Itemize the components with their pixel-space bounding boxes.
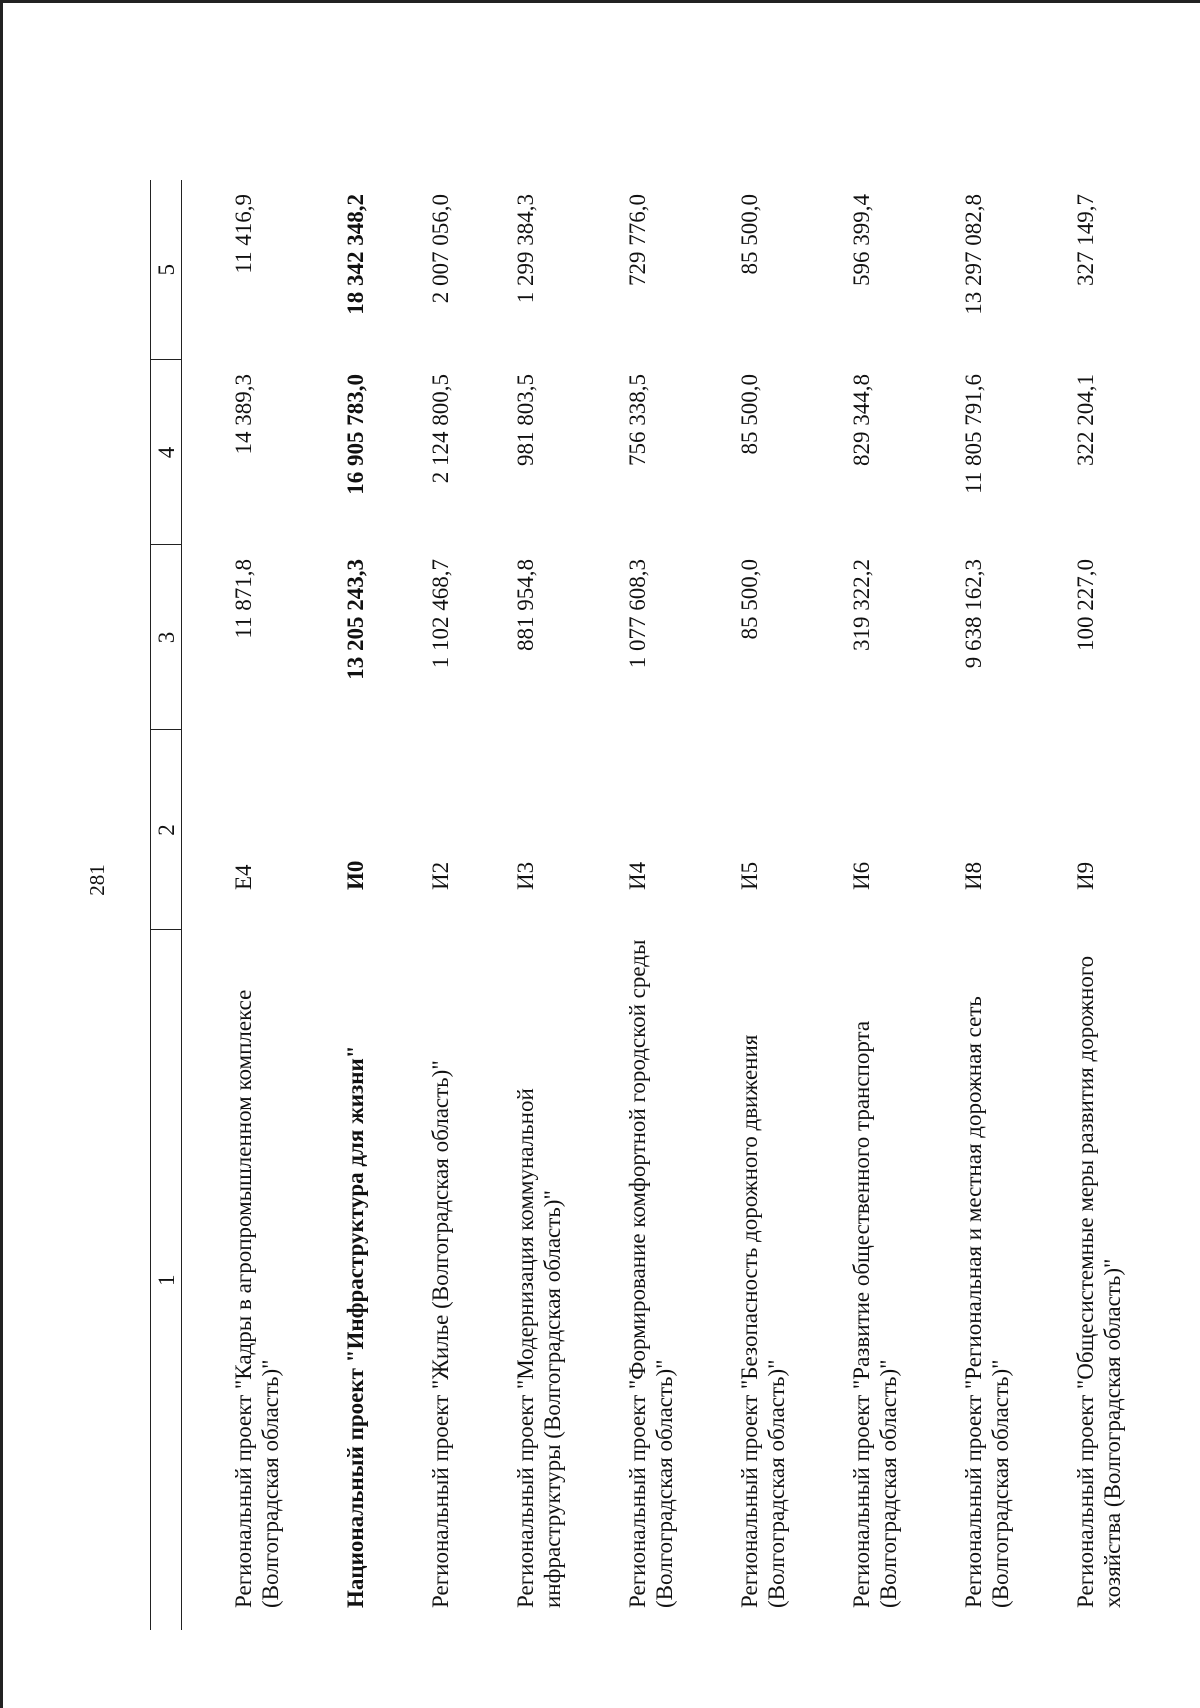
project-name-cell: Региональный проект "Общесистемные меры развития дорожного хозяйства (Волгоградская область)" — [1073, 955, 1125, 1608]
amount-col3-cell: 1 102 468,7 — [428, 559, 453, 669]
amount-col3-cell: 11 871,8 — [231, 559, 256, 639]
table-row — [920, 180, 1032, 1630]
project-name-cell: Региональный проект "Жилье (Волгоградская область)" — [428, 1060, 453, 1608]
table-row — [696, 180, 808, 1630]
amount-col5-cell: 327 149,7 — [1073, 194, 1098, 286]
amount-col4-cell: 14 389,3 — [231, 374, 256, 455]
budget-code-cell: Е4 — [231, 864, 256, 890]
amount-col4-cell: 322 204,1 — [1073, 374, 1098, 466]
amount-col5-cell: 2 007 056,0 — [428, 194, 453, 304]
project-name-cell: Национальный проект "Инфраструктура для жизни" — [343, 1045, 368, 1608]
amount-col3-cell: 13 205 243,3 — [343, 559, 368, 680]
column-header-4: 4 — [151, 360, 182, 545]
amount-col4-cell: 829 344,8 — [849, 374, 874, 466]
amount-col4-cell: 2 124 800,5 — [428, 374, 453, 484]
rotated-page — [75, 100, 1125, 1630]
scan-edge-left — [0, 0, 3, 1708]
table-row — [808, 180, 920, 1630]
scan-edge-top — [0, 0, 1200, 3]
amount-col3-cell: 85 500,0 — [737, 559, 762, 640]
budget-code-cell: И6 — [849, 861, 874, 890]
amount-col4-cell: 85 500,0 — [737, 374, 762, 455]
amount-col3-cell: 1 077 608,3 — [625, 559, 650, 669]
amount-col4-cell: 756 338,5 — [625, 374, 650, 466]
amount-col3-cell: 100 227,0 — [1073, 559, 1098, 651]
amount-col5-cell: 85 500,0 — [737, 194, 762, 275]
table-row — [387, 180, 472, 1630]
project-name-cell: Региональный проект "Развитие общественного транспорта (Волгоградская область)" — [849, 1020, 901, 1608]
project-name-cell: Региональный проект "Кадры в агропромышленном комплексе (Волгоградская область)" — [231, 989, 283, 1608]
column-header-3: 3 — [151, 545, 182, 730]
table-row — [302, 180, 387, 1630]
amount-col5-cell: 1 299 384,3 — [513, 194, 538, 304]
amount-col5-cell: 11 416,9 — [231, 194, 256, 274]
table-body — [182, 180, 1145, 1630]
budget-table — [150, 180, 1144, 1630]
budget-code-cell: И2 — [428, 861, 453, 890]
amount-col4-cell: 16 905 783,0 — [343, 374, 368, 495]
project-name-cell: Региональный проект "Формирование комфортной городской среды (Волгоградская область)" — [625, 939, 677, 1608]
table-row — [182, 180, 303, 1630]
budget-code-cell: И3 — [513, 861, 538, 890]
amount-col4-cell: 981 803,5 — [513, 374, 538, 466]
amount-col5-cell: 13 297 082,8 — [961, 194, 986, 315]
column-header-1: 1 — [151, 930, 182, 1630]
project-name-cell: Региональный проект "Региональная и местная дорожная сеть (Волгоградская область)" — [961, 996, 1013, 1608]
amount-col3-cell: 9 638 162,3 — [961, 559, 986, 669]
amount-col3-cell: 319 322,2 — [849, 559, 874, 651]
amount-col5-cell: 729 776,0 — [625, 194, 650, 286]
amount-col5-cell: 596 399,4 — [849, 194, 874, 286]
column-header-2: 2 — [151, 730, 182, 930]
amount-col4-cell: 11 805 791,6 — [961, 374, 986, 494]
table-row — [584, 180, 696, 1630]
table-header-row — [151, 180, 182, 1630]
amount-col3-cell: 881 954,8 — [513, 559, 538, 651]
page-number: 281 — [85, 864, 109, 896]
budget-code-cell: И9 — [1073, 861, 1098, 890]
budget-code-cell: И8 — [961, 861, 986, 890]
project-name-cell: Региональный проект "Модернизация коммунальной инфраструктуры (Волгоградская область)" — [513, 1088, 565, 1608]
budget-code-cell: И4 — [625, 861, 650, 890]
column-header-5: 5 — [151, 180, 182, 360]
project-name-cell: Региональный проект "Безопасность дорожного движения (Волгоградская область)" — [737, 1034, 789, 1608]
amount-col5-cell: 18 342 348,2 — [343, 194, 368, 315]
table-row — [472, 180, 584, 1630]
budget-code-cell: И0 — [343, 860, 368, 890]
budget-code-cell: И5 — [737, 861, 762, 890]
table-row — [1032, 180, 1144, 1630]
